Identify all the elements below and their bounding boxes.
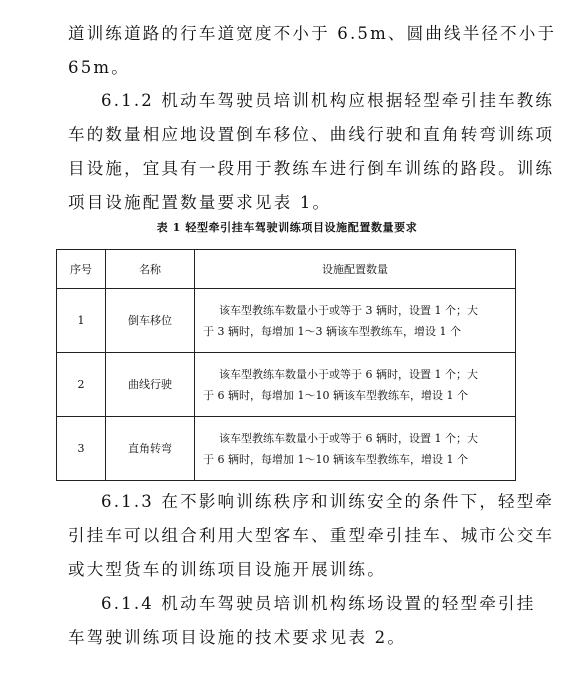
table-row <box>57 289 516 353</box>
text-line: 6.1.2 机动车驾驶员培训机构应根据轻型牵引挂车教练 <box>101 91 555 110</box>
cell-text-line: 于 6 辆时，每增加 1～10 辆该车型教练车，增设 1 个 <box>203 388 468 402</box>
text-line: 项目设施配置数量要求见表 1。 <box>68 193 332 212</box>
cell-text-line: 于 3 辆时，每增加 1～3 辆该车型教练车，增设 1 个 <box>203 324 461 338</box>
cell-quantity <box>195 417 516 481</box>
cell-name: 直角转弯 <box>106 417 195 481</box>
paragraph-continued <box>68 17 557 85</box>
facility-table <box>56 249 516 481</box>
header-cell-quantity: 设施配置数量 <box>195 250 516 289</box>
text-line: 6.1.3 在不影响训练秩序和训练安全的条件下，轻型牵 <box>101 492 555 511</box>
cell-number: 3 <box>57 417 106 481</box>
cell-quantity <box>195 353 516 417</box>
table-header-row <box>57 250 516 289</box>
paragraph-6-1-3 <box>68 485 555 587</box>
text-line: 车的数量相应地设置倒车移位、曲线行驶和直角转弯训练项 <box>68 125 555 144</box>
paragraph-6-1-2 <box>68 84 555 220</box>
text-line: 目设施，宜具有一段用于教练车进行倒车训练的路段。训练 <box>68 159 555 178</box>
cell-text-line: 该车型教练车数量小于或等于 3 辆时，设置 1 个；大 <box>219 303 478 317</box>
cell-text-line: 于 6 辆时，每增加 1～10 辆该车型教练车，增设 1 个 <box>203 452 468 466</box>
text-line: 65m。 <box>68 58 130 77</box>
cell-name: 曲线行驶 <box>106 353 195 417</box>
table-row <box>57 417 516 481</box>
text-line: 引挂车可以组合利用大型客车、重型牵引挂车、城市公交车 <box>68 526 555 545</box>
cell-text-line: 该车型教练车数量小于或等于 6 辆时，设置 1 个；大 <box>219 431 478 445</box>
cell-number: 1 <box>57 289 106 353</box>
header-cell-name: 名称 <box>106 250 195 289</box>
text-line: 车驾驶训练项目设施的技术要求见表 2。 <box>68 628 407 647</box>
header-cell-number: 序号 <box>57 250 106 289</box>
cell-quantity <box>195 289 516 353</box>
cell-name: 倒车移位 <box>106 289 195 353</box>
cell-number: 2 <box>57 353 106 417</box>
table-caption: 表 1 轻型牵引挂车驾驶训练项目设施配置数量要求 <box>156 221 418 234</box>
text-line: 道训练道路的行车道宽度不小于 6.5m、圆曲线半径不小于 <box>68 24 557 43</box>
paragraph-6-1-4 <box>68 587 536 655</box>
text-line: 或大型货车的训练项目设施开展训练。 <box>68 560 386 579</box>
table-row <box>57 353 516 417</box>
cell-text-line: 该车型教练车数量小于或等于 6 辆时，设置 1 个；大 <box>219 367 478 381</box>
text-line: 6.1.4 机动车驾驶员培训机构练场设置的轻型牵引挂 <box>101 594 536 613</box>
